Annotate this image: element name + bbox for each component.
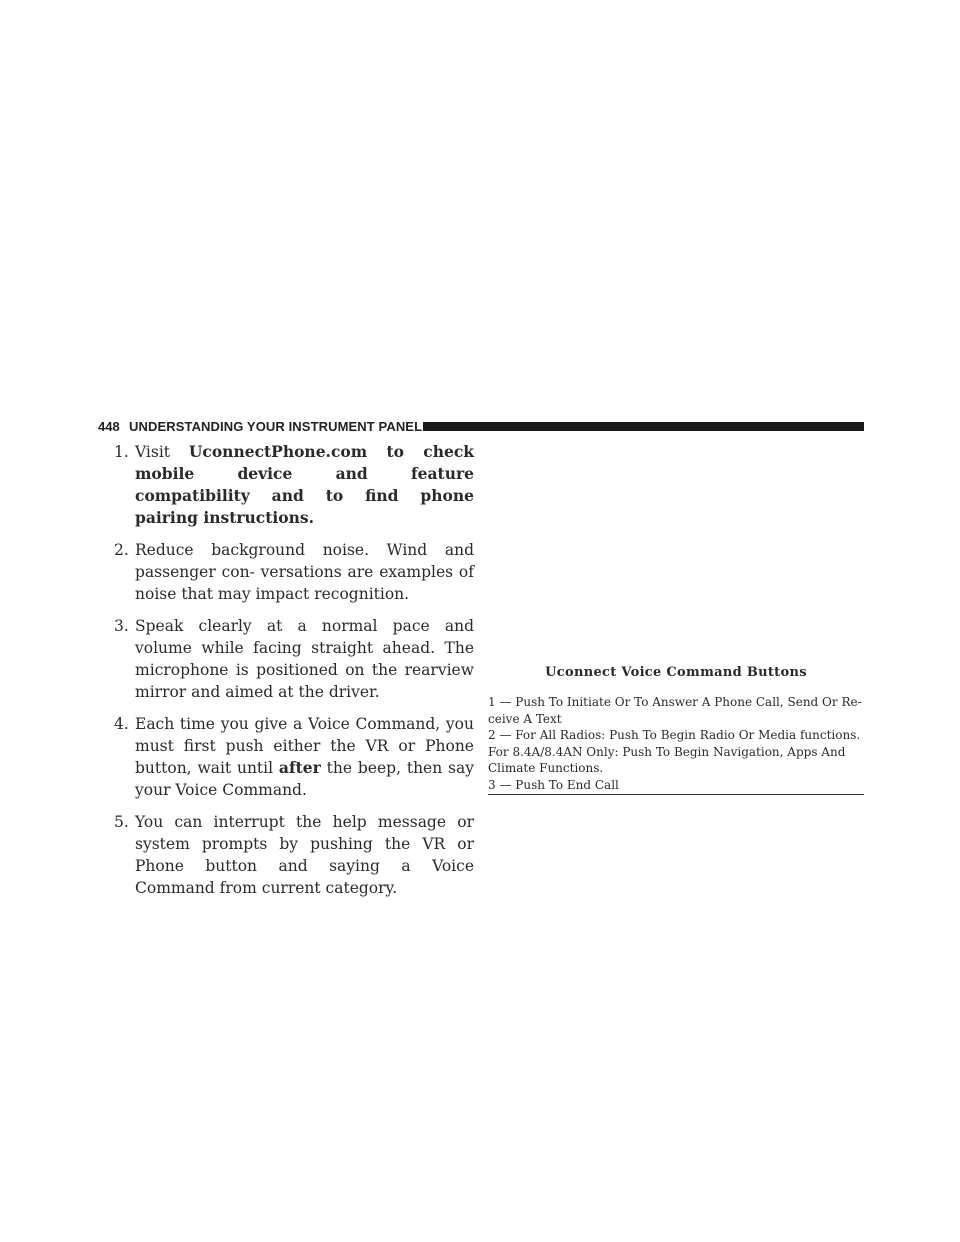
page-header <box>98 418 864 436</box>
step-text: Visit <box>135 443 189 461</box>
caption-title: Uconnect Voice Command Buttons <box>545 665 807 680</box>
step-text: Reduce background noise. Wind and passenger con- versations are examples of noise that may impact recognition. <box>135 541 474 603</box>
step-number: 4. <box>114 715 129 733</box>
step-item <box>114 441 474 529</box>
section-title: UNDERSTANDING YOUR INSTRUMENT PANEL <box>129 419 423 434</box>
figure-caption <box>488 664 864 795</box>
legend-item: 3 — Push To End Call <box>488 777 619 792</box>
caption-rule <box>488 794 864 795</box>
page-number: 448 <box>98 419 120 434</box>
step-number: 3. <box>114 617 129 635</box>
step-number: 2. <box>114 541 129 559</box>
step-bold-text: after <box>278 758 321 777</box>
step-number: 5. <box>114 813 129 831</box>
step-text-suffix: the beep, then say your Voice Command. <box>135 759 474 799</box>
legend-item: 1 — Push To Initiate Or To Answer A Phone Call, Send Or Re- ceive A Text <box>488 695 862 726</box>
instructions-list <box>114 441 474 909</box>
legend-item: 2 — For All Radios: Push To Begin Radio Or Media functions. For 8.4A/8.4AN Only: Push To Begin Navigation, Apps And Climate Functions. <box>488 728 861 775</box>
header-rule <box>423 422 864 431</box>
step-item <box>114 539 474 605</box>
step-bold-text: UconnectPhone.com to check mobile device and feature compatibility and to find phone pairing instructions. <box>135 442 475 527</box>
step-item <box>114 615 474 703</box>
step-item <box>114 713 474 801</box>
step-text: Each time you give a Voice Command, you must first push either the VR or Phone button, wait until <box>135 715 474 777</box>
step-number: 1. <box>114 443 129 461</box>
step-text: You can interrupt the help message or system prompts by pushing the VR or Phone button and saying a Voice Command from current category. <box>135 813 474 897</box>
step-text: Speak clearly at a normal pace and volume while facing straight ahead. The microphone is positioned on the rearview mirror and aimed at the driver. <box>135 617 474 701</box>
step-item <box>114 811 474 899</box>
